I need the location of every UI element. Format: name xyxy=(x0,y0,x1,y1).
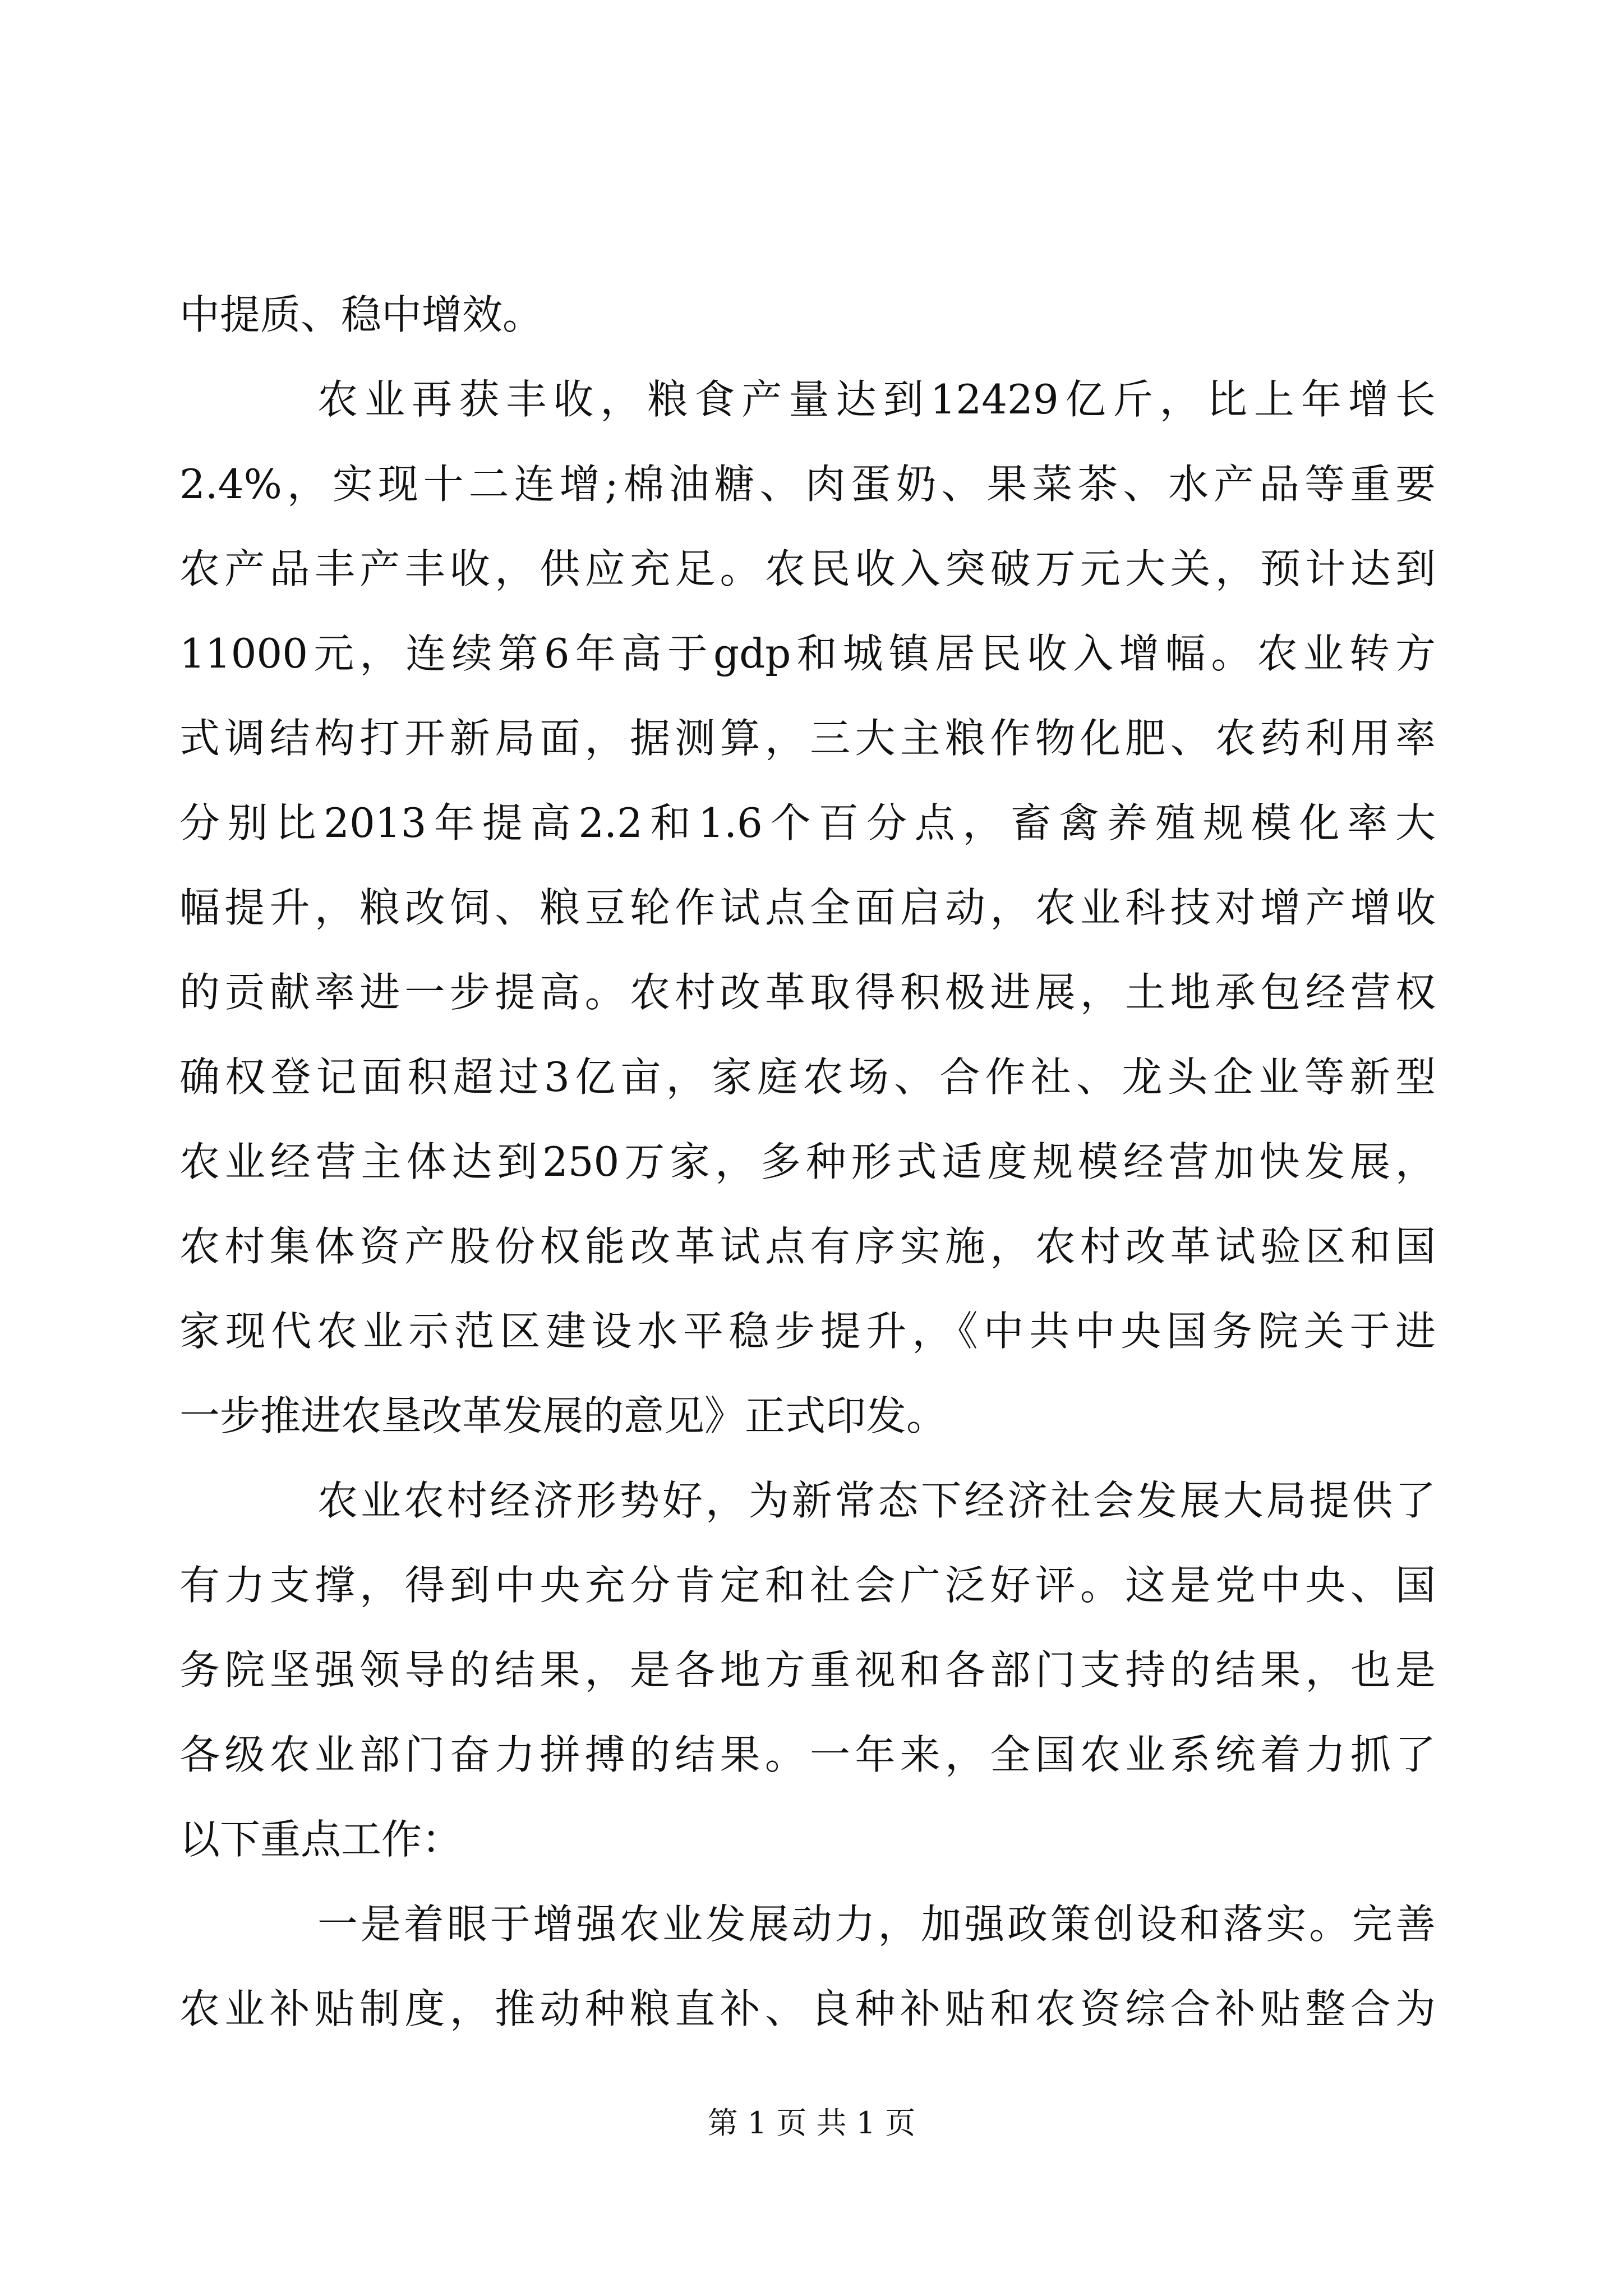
text-line: 各级农业部门奋力拼搏的结果。一年来，全国农业系统着力抓了 xyxy=(179,1731,1436,1778)
text-line: 以下重点工作： xyxy=(179,1816,463,1863)
text-line: 农村集体资产股份权能改革试点有序实施，农村改革试验区和国 xyxy=(179,1223,1436,1270)
text-line: 2.4%，实现十二连增;棉油糖、肉蛋奶、果菜茶、水产品等重要 xyxy=(179,461,1436,508)
text-line: 分别比2013年提高2.2和1.6个百分点，畜禽养殖规模化率大 xyxy=(179,799,1436,846)
text-line: 一是着眼于增强农业发展动力，加强政策创设和落实。完善 xyxy=(317,1901,1436,1948)
document-body xyxy=(179,273,1436,2051)
text-line: 11000元，连续第6年高于gdp和城镇居民收入增幅。农业转方 xyxy=(179,630,1436,677)
text-line: 农业补贴制度，推动种粮直补、良种补贴和农资综合补贴整合为 xyxy=(179,1985,1436,2032)
text-line: 式调结构打开新局面，据测算，三大主粮作物化肥、农药利用率 xyxy=(179,715,1436,762)
text-line: 确权登记面积超过3亿亩，家庭农场、合作社、龙头企业等新型 xyxy=(179,1053,1436,1101)
text-line: 务院坚强领导的结果，是各地方重视和各部门支持的结果，也是 xyxy=(179,1646,1436,1694)
text-line: 的贡献率进一步提高。农村改革取得积极进展，土地承包经营权 xyxy=(179,969,1436,1016)
text-line: 农产品丰产丰收，供应充足。农民收入突破万元大关，预计达到 xyxy=(179,545,1436,592)
text-line: 农业农村经济形势好，为新常态下经济社会发展大局提供了 xyxy=(317,1477,1436,1524)
text-line: 有力支撑，得到中央充分肯定和社会广泛好评。这是党中央、国 xyxy=(179,1562,1436,1609)
text-line: 农业再获丰收，粮食产量达到12429亿斤，比上年增长 xyxy=(317,376,1436,423)
text-line: 幅提升，粮改饲、粮豆轮作试点全面启动，农业科技对增产增收 xyxy=(179,884,1436,931)
text-line: 中提质、稳中增效。 xyxy=(179,291,543,338)
page-footer: 第 1 页 共 1 页 xyxy=(707,2105,916,2141)
text-line: 一步推进农垦改革发展的意见》正式印发。 xyxy=(179,1392,947,1439)
text-line: 农业经营主体达到250万家，多种形式适度规模经营加快发展， xyxy=(179,1138,1436,1185)
text-line: 家现代农业示范区建设水平稳步提升，《中共中央国务院关于进 xyxy=(179,1308,1436,1355)
